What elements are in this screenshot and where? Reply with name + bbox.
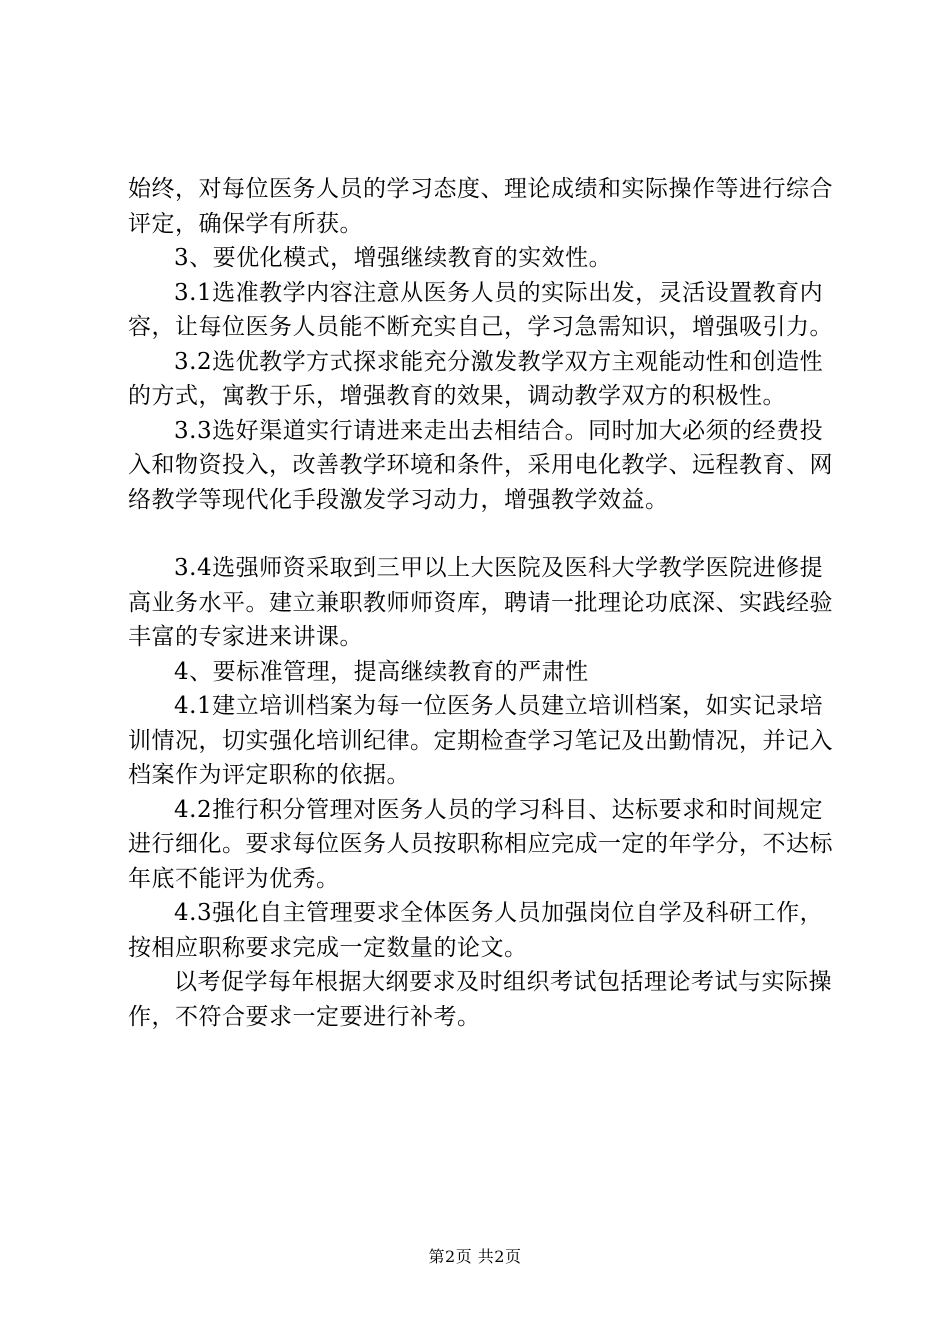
paragraph-3-2: 3.2选优教学方式探求能充分激发教学双方主观能动性和创造性的方式，寓教于乐，增强教育的效果，调动教学双方的积极性。: [128, 348, 824, 409]
paragraph-3-1: 3.1选准教学内容注意从医务人员的实际出发，灵活设置教育内容，让每位医务人员能不断充实自己，学习急需知识，增强吸引力。: [128, 279, 833, 340]
section-heading-3: 3、要优化模式，增强继续教育的实效性。: [174, 245, 613, 271]
paragraph-4-1: 4.1建立培训档案为每一位医务人员建立培训档案，如实记录培训情况，切实强化培训纪律。定期检查学习笔记及出勤情况，并记入档案作为评定职称的依据。: [128, 693, 833, 788]
paragraph-4-3: 4.3强化自主管理要求全体医务人员加强岗位自学及科研工作，按相应职称要求完成一定数量的论文。: [128, 900, 824, 961]
page-number-footer: 第2页 共2页: [428, 1247, 522, 1266]
document-body: [128, 172, 840, 1034]
paragraph-continuation: 始终，对每位医务人员的学习态度、理论成绩和实际操作等进行综合评定，确保学有所获。: [128, 176, 833, 237]
paragraph-4-2: 4.2推行积分管理对医务人员的学习科目、达标要求和时间规定进行细化。要求每位医务人员按职称相应完成一定的年学分，不达标年底不能评为优秀。: [128, 796, 833, 892]
paragraph-3-3: 3.3选好渠道实行请进来走出去相结合。同时加大必须的经费投入和物资投入，改善教学环境和条件，采用电化教学、远程教育、网络教学等现代化手段激发学习动力，增强教学效益。: [128, 417, 833, 513]
section-heading-4: 4、要标准管理，提高继续教育的严肃性: [174, 658, 589, 685]
paragraph-exam: 以考促学每年根据大纲要求及时组织考试包括理论考试与实际操作，不符合要求一定要进行补考。: [128, 969, 832, 1030]
paragraph-3-4: 3.4选强师资采取到三甲以上大医院及医科大学教学医院进修提高业务水平。建立兼职教师师资库，聘请一批理论功底深、实践经验丰富的专家进来讲课。: [128, 555, 833, 650]
